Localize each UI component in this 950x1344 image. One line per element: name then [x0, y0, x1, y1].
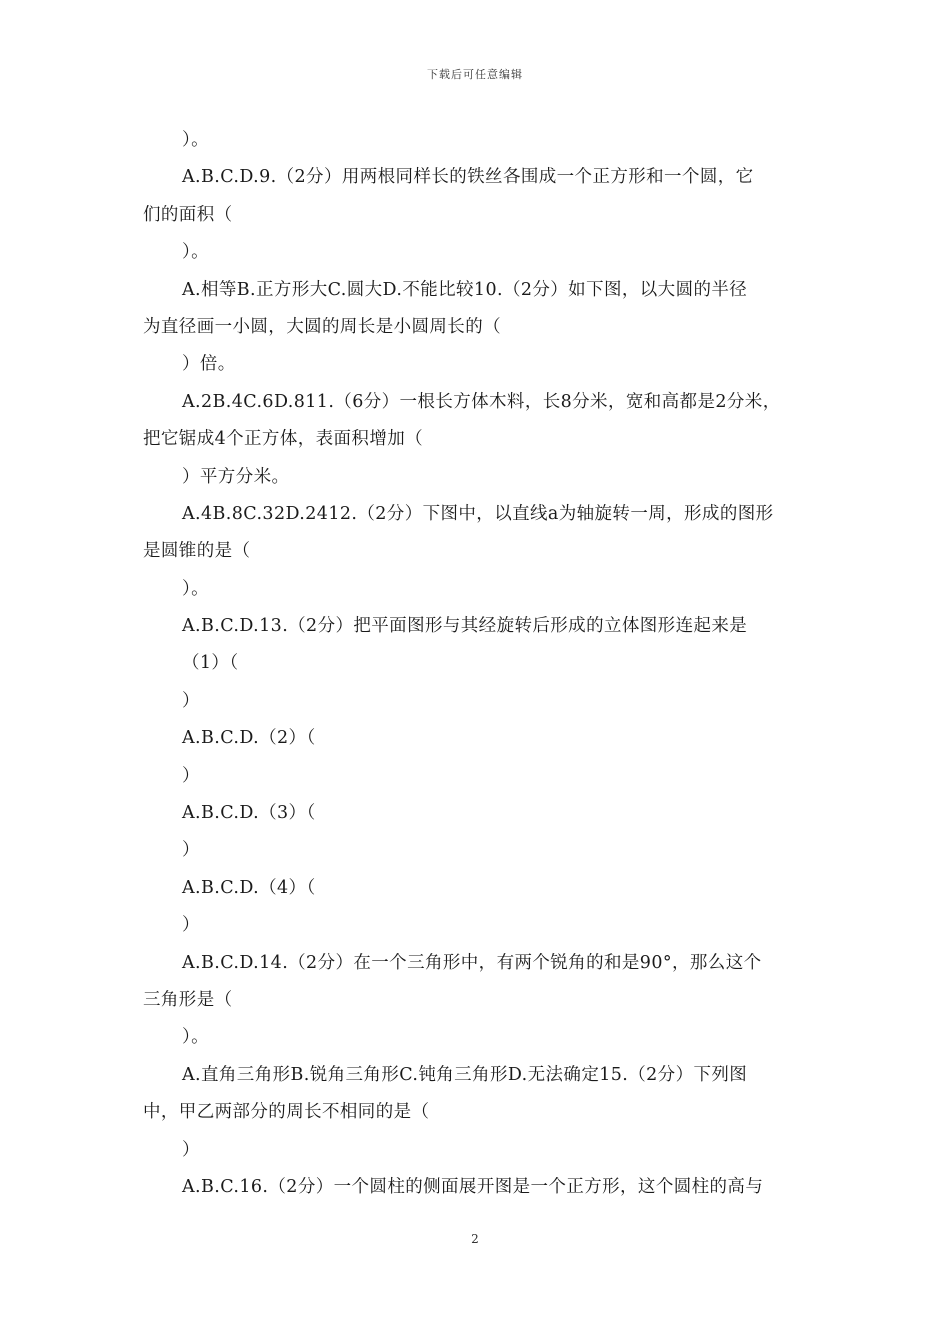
text-line: A.B.C.D.9.（2分）用两根同样长的铁丝各围成一个正方形和一个圆，它 — [182, 167, 754, 188]
text-line: A.2B.4C.6D.811.（6分）一根长方体木料，长8分米，宽和高都是2分米， — [182, 391, 781, 412]
text-line: 们的面积（ — [143, 204, 233, 225]
text-line: A.B.C.D.（4）（ — [182, 877, 316, 898]
text-line: ） — [182, 690, 200, 711]
text-line: 是圆锥的是（ — [143, 541, 251, 562]
text-line: 三角形是（ — [143, 989, 233, 1010]
page-number: 2 — [471, 1232, 479, 1246]
text-line: ）倍。 — [182, 354, 236, 375]
page-header: 下载后可任意编辑 — [427, 68, 523, 81]
text-line: ）。 — [182, 578, 210, 599]
text-line: ）。 — [182, 130, 210, 150]
text-line: ） — [182, 840, 200, 861]
text-line: ） — [182, 915, 200, 936]
text-line: 中，甲乙两部分的周长不相同的是（ — [143, 1102, 430, 1123]
text-line: ）。 — [182, 1027, 210, 1048]
text-line: 为直径画一小圆，大圆的周长是小圆周长的（ — [143, 316, 501, 337]
text-line: ）。 — [182, 242, 210, 263]
text-line: A.相等B.正方形大C.圆大D.不能比较10.（2分）如下图，以大圆的半径 — [182, 279, 748, 300]
text-line: A.B.C.D.13.（2分）把平面图形与其经旋转后形成的立体图形连起来是 — [182, 616, 748, 637]
text-line: A.B.C.D.（2）（ — [182, 728, 316, 749]
text-line: A.直角三角形B.锐角三角形C.钝角三角形D.无法确定15.（2分）下列图 — [182, 1064, 748, 1085]
document-body — [143, 126, 813, 1210]
text-line: A.4B.8C.32D.2412.（2分）下图中，以直线a为轴旋转一周，形成的图形 — [182, 503, 774, 524]
text-line: ） — [182, 765, 200, 786]
text-line: A.B.C.D.（3）（ — [182, 803, 316, 824]
text-line: ） — [182, 1139, 200, 1160]
text-line: A.B.C.16.（2分）一个圆柱的侧面展开图是一个正方形，这个圆柱的高与 — [182, 1176, 764, 1197]
text-line: 把它锯成4个正方体，表面积增加（ — [143, 429, 424, 450]
text-line: ）平方分米。 — [182, 466, 290, 487]
text-line: （1）（ — [182, 653, 239, 674]
text-line: A.B.C.D.14.（2分）在一个三角形中，有两个锐角的和是90°，那么这个 — [182, 952, 762, 973]
